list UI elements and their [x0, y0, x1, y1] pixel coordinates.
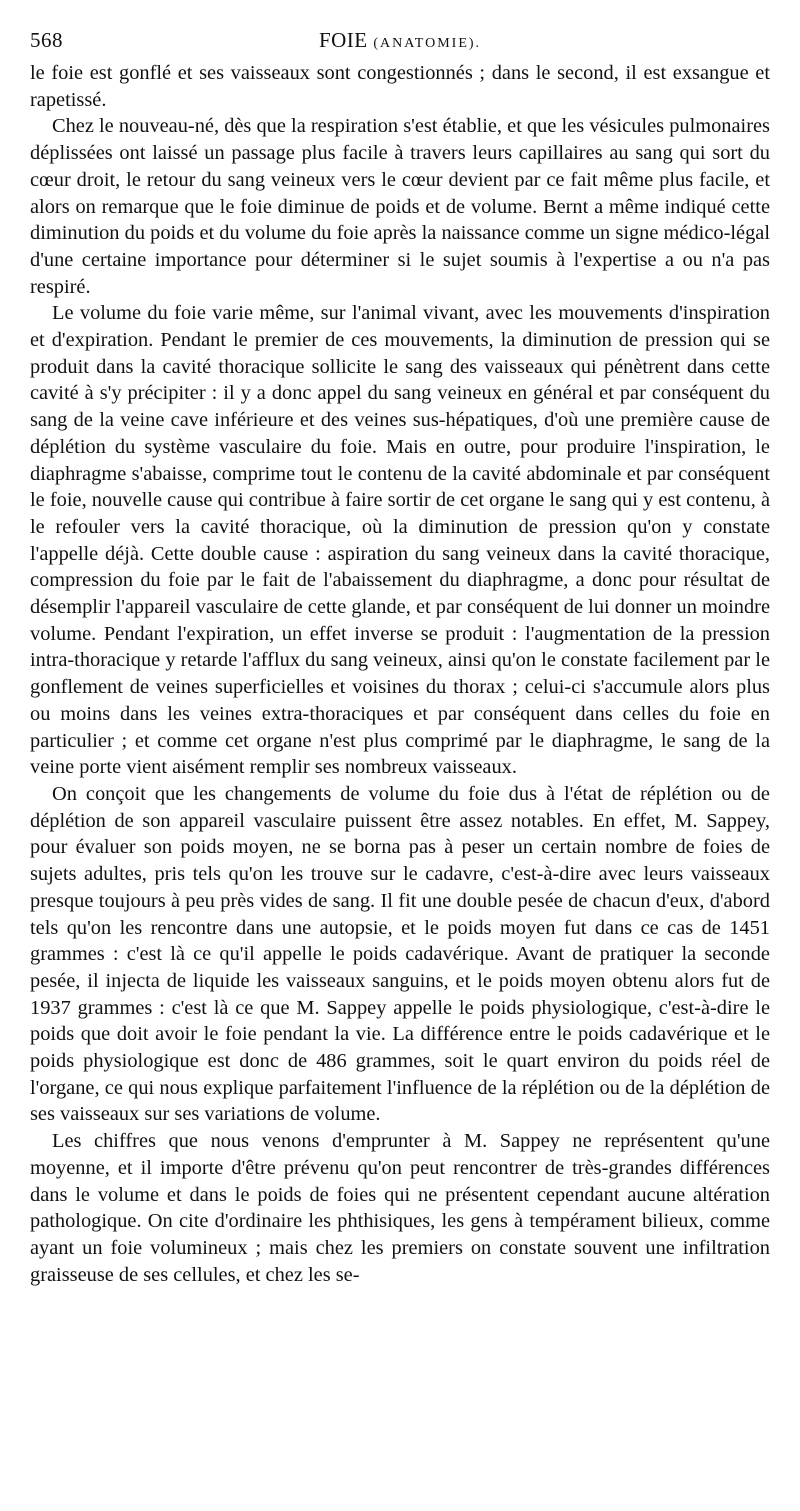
- paragraph-sappey-weights: On conçoit que les changements de volume du foie dus à l'état de réplétion ou de déplétion de son appareil vasculaire puissent être assez notables. En effet, M. Sappey, pour évaluer son poids moyen, ne se borna pas à peser un certain nombre de foies de sujets adultes, pris tels qu'on les trouve sur le cadavre, c'est-à-dire avec leurs vaisseaux presque toujours à peu près vides de sang. Il fit une double pesée de chacun d'eux, d'abord tels qu'on les rencontre dans une autopsie, et le poids moyen fut dans ce cas de 1451 grammes : c'est là ce qu'il appelle le poids cadavérique. Avant de pratiquer la seconde pesée, il injecta de liquide les vaisseaux sanguins, et le poids moyen obtenu alors fut de 1937 grammes : c'est là ce que M. Sappey appelle le poids physiologique, c'est-à-dire le poids que doit avoir le foie pendant la vie. La différence entre le poids cadavérique et le poids physiologique est donc de 486 grammes, soit le quart environ du poids réel de l'organe, ce qui nous explique parfaitement l'influence de la réplétion ou de la déplétion de ses vaisseaux sur ses variations de volume.: [30, 782, 770, 1126]
- book-page: [30, 24, 770, 1288]
- paragraph-respiration: Le volume du foie varie même, sur l'animal vivant, avec les mouvements d'inspiration et d'expiration. Pendant le premier de ces mouvements, la diminution de pression qui se produit dans la cavité thoracique sollicite le sang des vaisseaux qui pénètrent dans cette cavité à s'y précipiter : il y a donc appel du sang veineux en général et par conséquent du sang de la veine cave inférieure et des veines sus-hépatiques, d'où une première cause de déplétion du système vasculaire du foie. Mais en outre, pour produire l'inspiration, le diaphragme s'abaisse, comprime tout le contenu de la cavité abdominale et par conséquent le foie, nouvelle cause qui contribue à faire sortir de cet organe le sang qui y est contenu, à le refouler vers la cavité thoracique, où la diminution de pression qu'on y constate l'appelle déjà. Cette double cause : aspiration du sang veineux dans la cavité thoracique, compression du foie par le fait de l'abaissement du diaphragme, a donc pour résultat de désemplir l'appareil vasculaire de cette glande, et par conséquent de lui donner un moindre volume. Pendant l'expiration, un effet inverse se produit : l'augmentation de la pression intra-thoracique y retarde l'afflux du sang veineux, ainsi qu'on le constate facilement par le gonflement de veines superficielles et voisines du thorax ; celui-ci s'accumule alors plus ou moins dans les veines extra-thoraciques et par conséquent dans celles du foie en particulier ; et comme cet organe n'est plus comprimé par le diaphragme, le sang de la veine porte vient aisément remplir ses nombreux vaisseaux.: [30, 302, 770, 779]
- body-text: [30, 60, 770, 1288]
- paragraph-variations: Les chiffres que nous venons d'emprunter à M. Sappey ne représentent qu'une moyenne, et il importe d'être prévenu qu'on peut rencontrer de très-grandes différences dans le volume et dans le poids de foies qui ne présentent cependant aucune altération pathologique. On cite d'ordinaire les phthisiques, les gens à tempérament bilieux, comme ayant un foie volumineux ; mais chez les premiers on constate souvent une infiltration graisseuse de ses cellules, et chez les se-: [30, 1130, 770, 1286]
- paragraph-continued: le foie est gonflé et ses vaisseaux sont congestionnés ; dans le second, il est exsangue et rapetissé.: [30, 62, 770, 111]
- paragraph-newborn: Chez le nouveau-né, dès que la respiration s'est établie, et que les vésicules pulmonaires déplissées ont laissé un passage plus facile à travers leurs capillaires au sang qui sort du cœur droit, le retour du sang veineux vers le cœur devient par ce fait même plus facile, et alors on remarque que le foie diminue de poids et de volume. Bernt a même indiqué cette diminution du poids et du volume du foie après la naissance comme un signe médico-légal d'une certaine importance pour déterminer si le sujet soumis à l'expertise a ou n'a pas respiré.: [30, 115, 770, 298]
- running-title-main: FOIE: [318, 28, 368, 52]
- running-head: [30, 24, 770, 60]
- page-number: 568: [30, 28, 63, 52]
- running-title: [30, 28, 770, 53]
- running-title-subtitle: (ANATOMIE).: [373, 36, 482, 51]
